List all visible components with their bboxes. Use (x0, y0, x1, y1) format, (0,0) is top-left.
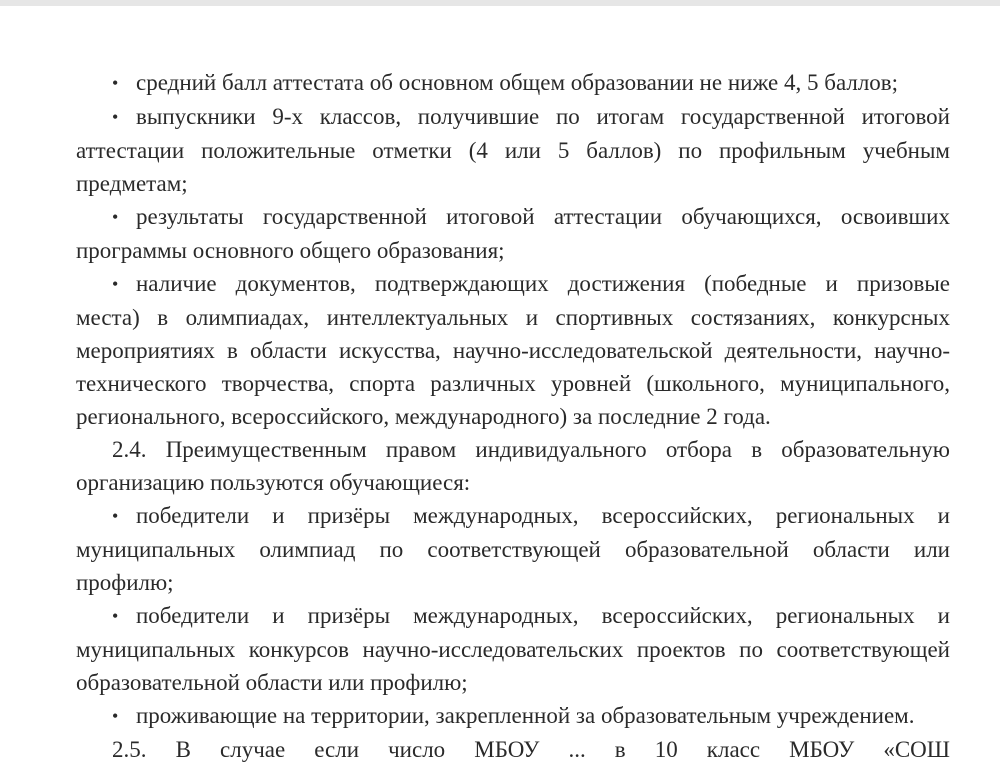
bullet-icon: • (112, 506, 119, 526)
text-line: муниципальных конкурсов научно-исследовательских проектов по соответствующей (76, 637, 950, 662)
text-line: мероприятиях в области искусства, научно-исследовательской деятельности, научно- (76, 338, 950, 363)
bullet-item (40, 599, 950, 699)
text-line: профилю; (76, 570, 174, 595)
document-page (40, 66, 950, 762)
text-line: предметам; (76, 171, 188, 196)
text-line: организацию пользуются обучающиеся: (76, 470, 471, 495)
text-line: места) в олимпиадах, интеллектуальных и спортивных состязаниях, конкурсных (76, 305, 950, 330)
bullet-item (40, 200, 950, 267)
bullet-icon: • (112, 107, 119, 127)
text-line: технического творчества, спорта различных уровней (школьного, муниципального, (76, 371, 950, 396)
bullet-item (40, 499, 950, 599)
text-line: • наличие документов, подтверждающих достижения (победные и призовые (40, 267, 950, 301)
bullet-item (40, 699, 950, 733)
text-line: • средний балл аттестата об основном общем образовании не ниже 4, 5 баллов; (40, 66, 950, 100)
bullet-item (40, 267, 950, 433)
bullet-item (40, 66, 950, 100)
bullet-icon: • (112, 73, 119, 93)
bullet-icon: • (112, 606, 119, 626)
text-line: муниципальных олимпиад по соответствующей образовательной области или (76, 537, 950, 562)
text-line: образовательной области или профилю; (76, 670, 468, 695)
text-line: аттестации положительные отметки (4 или 5 баллов) по профильным учебным (76, 138, 950, 163)
top-bar (0, 0, 1000, 6)
numbered-paragraph-cut (40, 733, 950, 762)
text-line: программы основного общего образования; (76, 238, 505, 263)
text-line: регионального, всероссийского, международного) за последние 2 года. (76, 404, 771, 429)
bullet-icon: • (112, 274, 119, 294)
text-line: 2.4. Преимущественным правом индивидуального отбора в образовательную (112, 437, 950, 462)
text-line: • победители и призёры международных, всероссийских, региональных и (40, 599, 950, 633)
bullet-icon: • (112, 706, 119, 726)
text-line: • результаты государственной итоговой аттестации обучающихся, освоивших (40, 200, 950, 234)
text-line: • проживающие на территории, закрепленной за образовательным учреждением. (40, 699, 950, 733)
bullet-item (40, 100, 950, 200)
text-line: 2.5. В случае если число МБОУ ... в 10 класс МБОУ «СОШ (112, 737, 950, 762)
numbered-paragraph (40, 433, 950, 499)
bullet-icon: • (112, 207, 119, 227)
text-line: • победители и призёры международных, всероссийских, региональных и (40, 499, 950, 533)
text-line: • выпускники 9-х классов, получившие по итогам государственной итоговой (40, 100, 950, 134)
